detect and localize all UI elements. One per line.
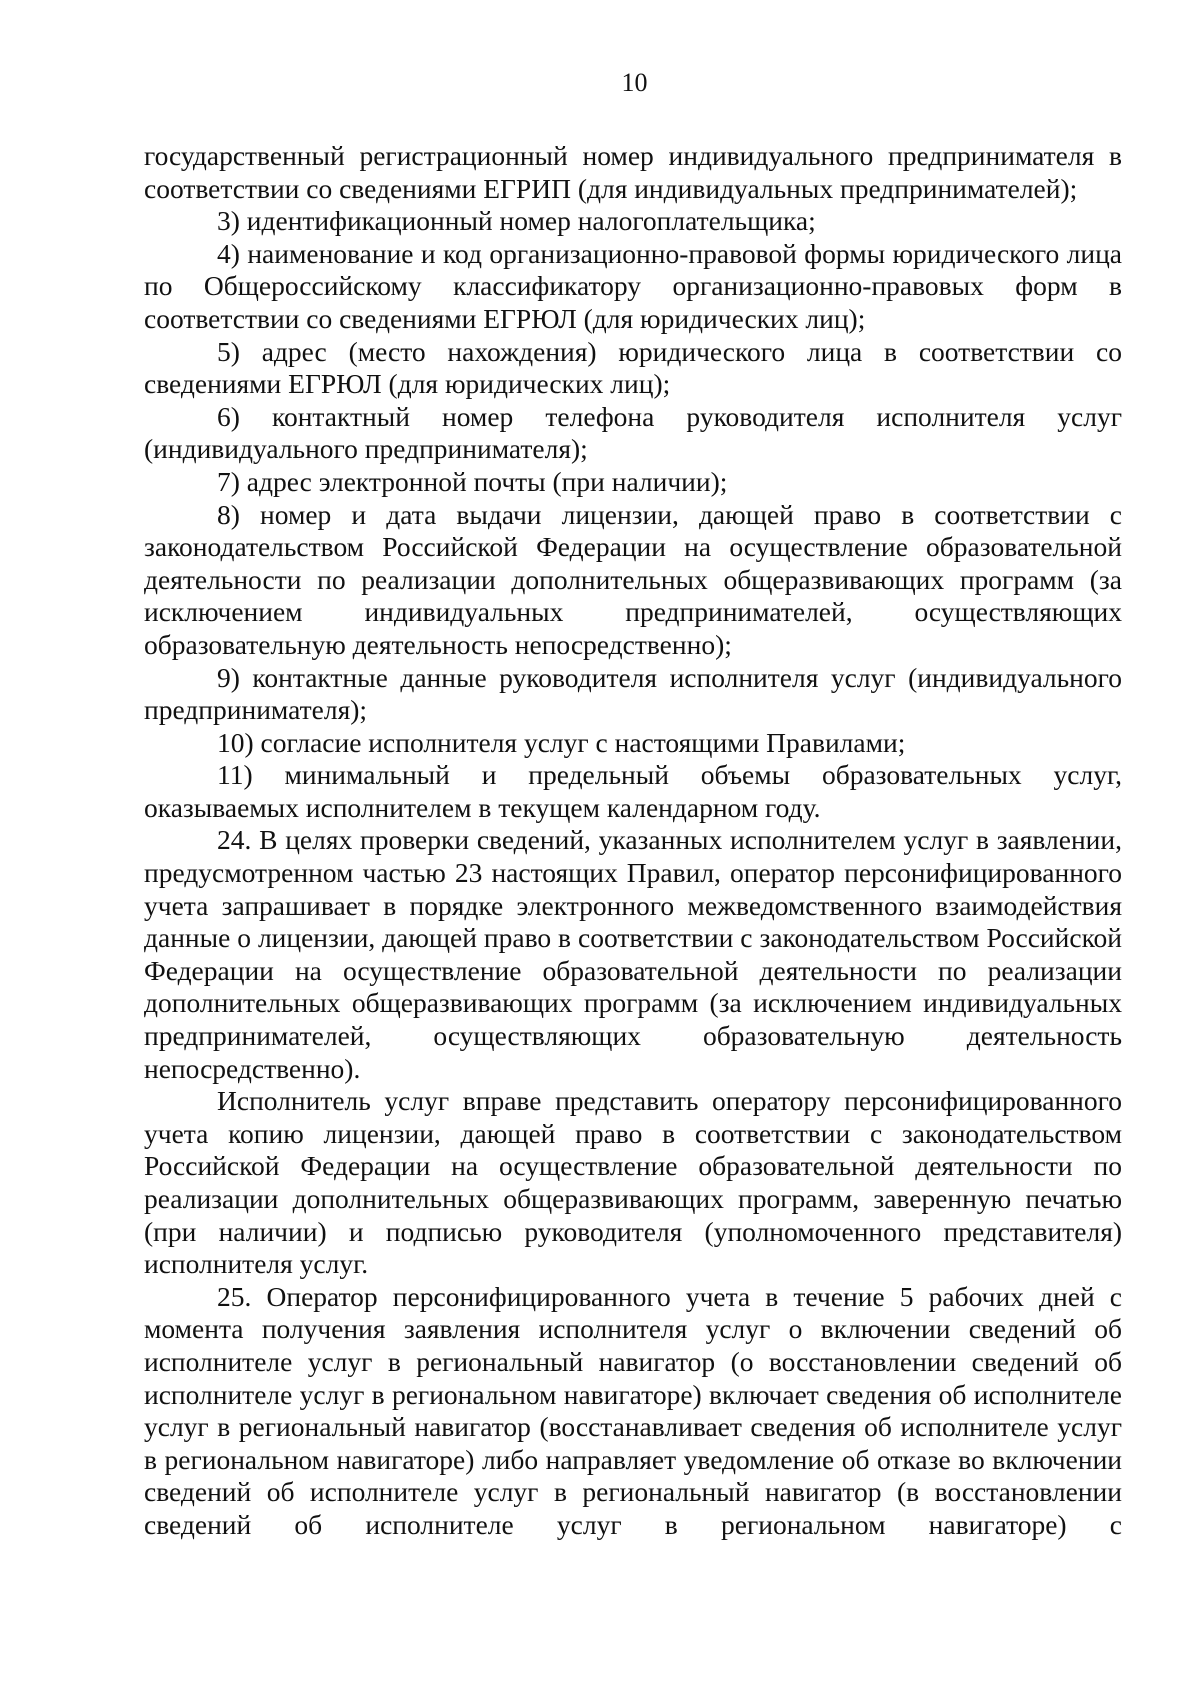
page-number: 10 xyxy=(621,68,648,97)
paragraph-item-10: 10) согласие исполнителя услуг с настоящими Правилами; xyxy=(217,726,906,758)
paragraph-license-copy: Исполнитель услуг вправе представить оператору персонифицированного учета копию лицензии, дающей право в соответствии с законодательством Российской Федерации на осуществление образовательной деятельности по реализации дополнительных общеразвивающих программ, заверенную печатью (при наличии) и подписью руководителя (уполномоченного представителя) исполнителя услуг. xyxy=(144,1085,1122,1280)
document-body xyxy=(144,140,1122,1542)
paragraph-item-11: 11) минимальный и предельный объемы образовательных услуг, оказываемых исполнителем в текущем календарном году. xyxy=(144,759,1122,823)
paragraph-item-9: 9) контактные данные руководителя исполнителя услуг (индивидуального предпринимателя); xyxy=(144,661,1122,726)
paragraph-item-6: 6) контактный номер телефона руководителя исполнителя услуг (индивидуального предпринимателя); xyxy=(144,400,1122,465)
paragraph-section-25: 25. Оператор персонифицированного учета в течение 5 рабочих дней с момента получения заявления исполнителя услуг о включении сведений об исполнителе услуг в региональный навигатор (о восстановлении сведений об исполнителе услуг в региональном навигаторе) включает сведения об исполнителе услуг в региональный навигатор (восстанавливает сведения об исполнителе услуг в региональном навигаторе) либо направляет уведомление об отказе во включении сведений об исполнителе услуг в региональный навигатор (в восстановлении сведений об исполнителе услуг в региональном навигаторе) с xyxy=(144,1280,1122,1540)
paragraph-item-7: 7) адрес электронной почты (при наличии); xyxy=(217,465,728,497)
paragraph-item-3: 3) идентификационный номер налогоплательщика; xyxy=(217,205,816,237)
paragraph-item-4: 4) наименование и код организационно-правовой формы юридического лица по Общероссийскому классификатору организационно-правовых форм в соответствии со сведениями ЕГРЮЛ (для юридических лиц); xyxy=(144,237,1122,334)
paragraph-item-5: 5) адрес (место нахождения) юридического лица в соответствии со сведениями ЕГРЮЛ (для юридических лиц); xyxy=(144,335,1122,400)
paragraph-item-8: 8) номер и дата выдачи лицензии, дающей право в соответствии с законодательством Российской Федерации на осуществление образовательной деятельности по реализации дополнительных общеразвивающих программ (за исключением индивидуальных предпринимателей, осуществляющих образовательную деятельность непосредственно); xyxy=(144,498,1122,660)
paragraph-ogrnip-continuation: государственный регистрационный номер индивидуального предпринимателя в соответствии со сведениями ЕГРИП (для индивидуальных предпринимателей); xyxy=(144,140,1122,204)
paragraph-section-24: 24. В целях проверки сведений, указанных исполнителем услуг в заявлении, предусмотренном частью 23 настоящих Правил, оператор персонифицированного учета запрашивает в порядке электронного межведомственного взаимодействия данные о лицензии, дающей право в соответствии с законодательством Российской Федерации на осуществление образовательной деятельности по реализации дополнительных общеразвивающих программ (за исключением индивидуальных предпринимателей, осуществляющих образовательную деятельность непосредственно). xyxy=(144,824,1122,1084)
